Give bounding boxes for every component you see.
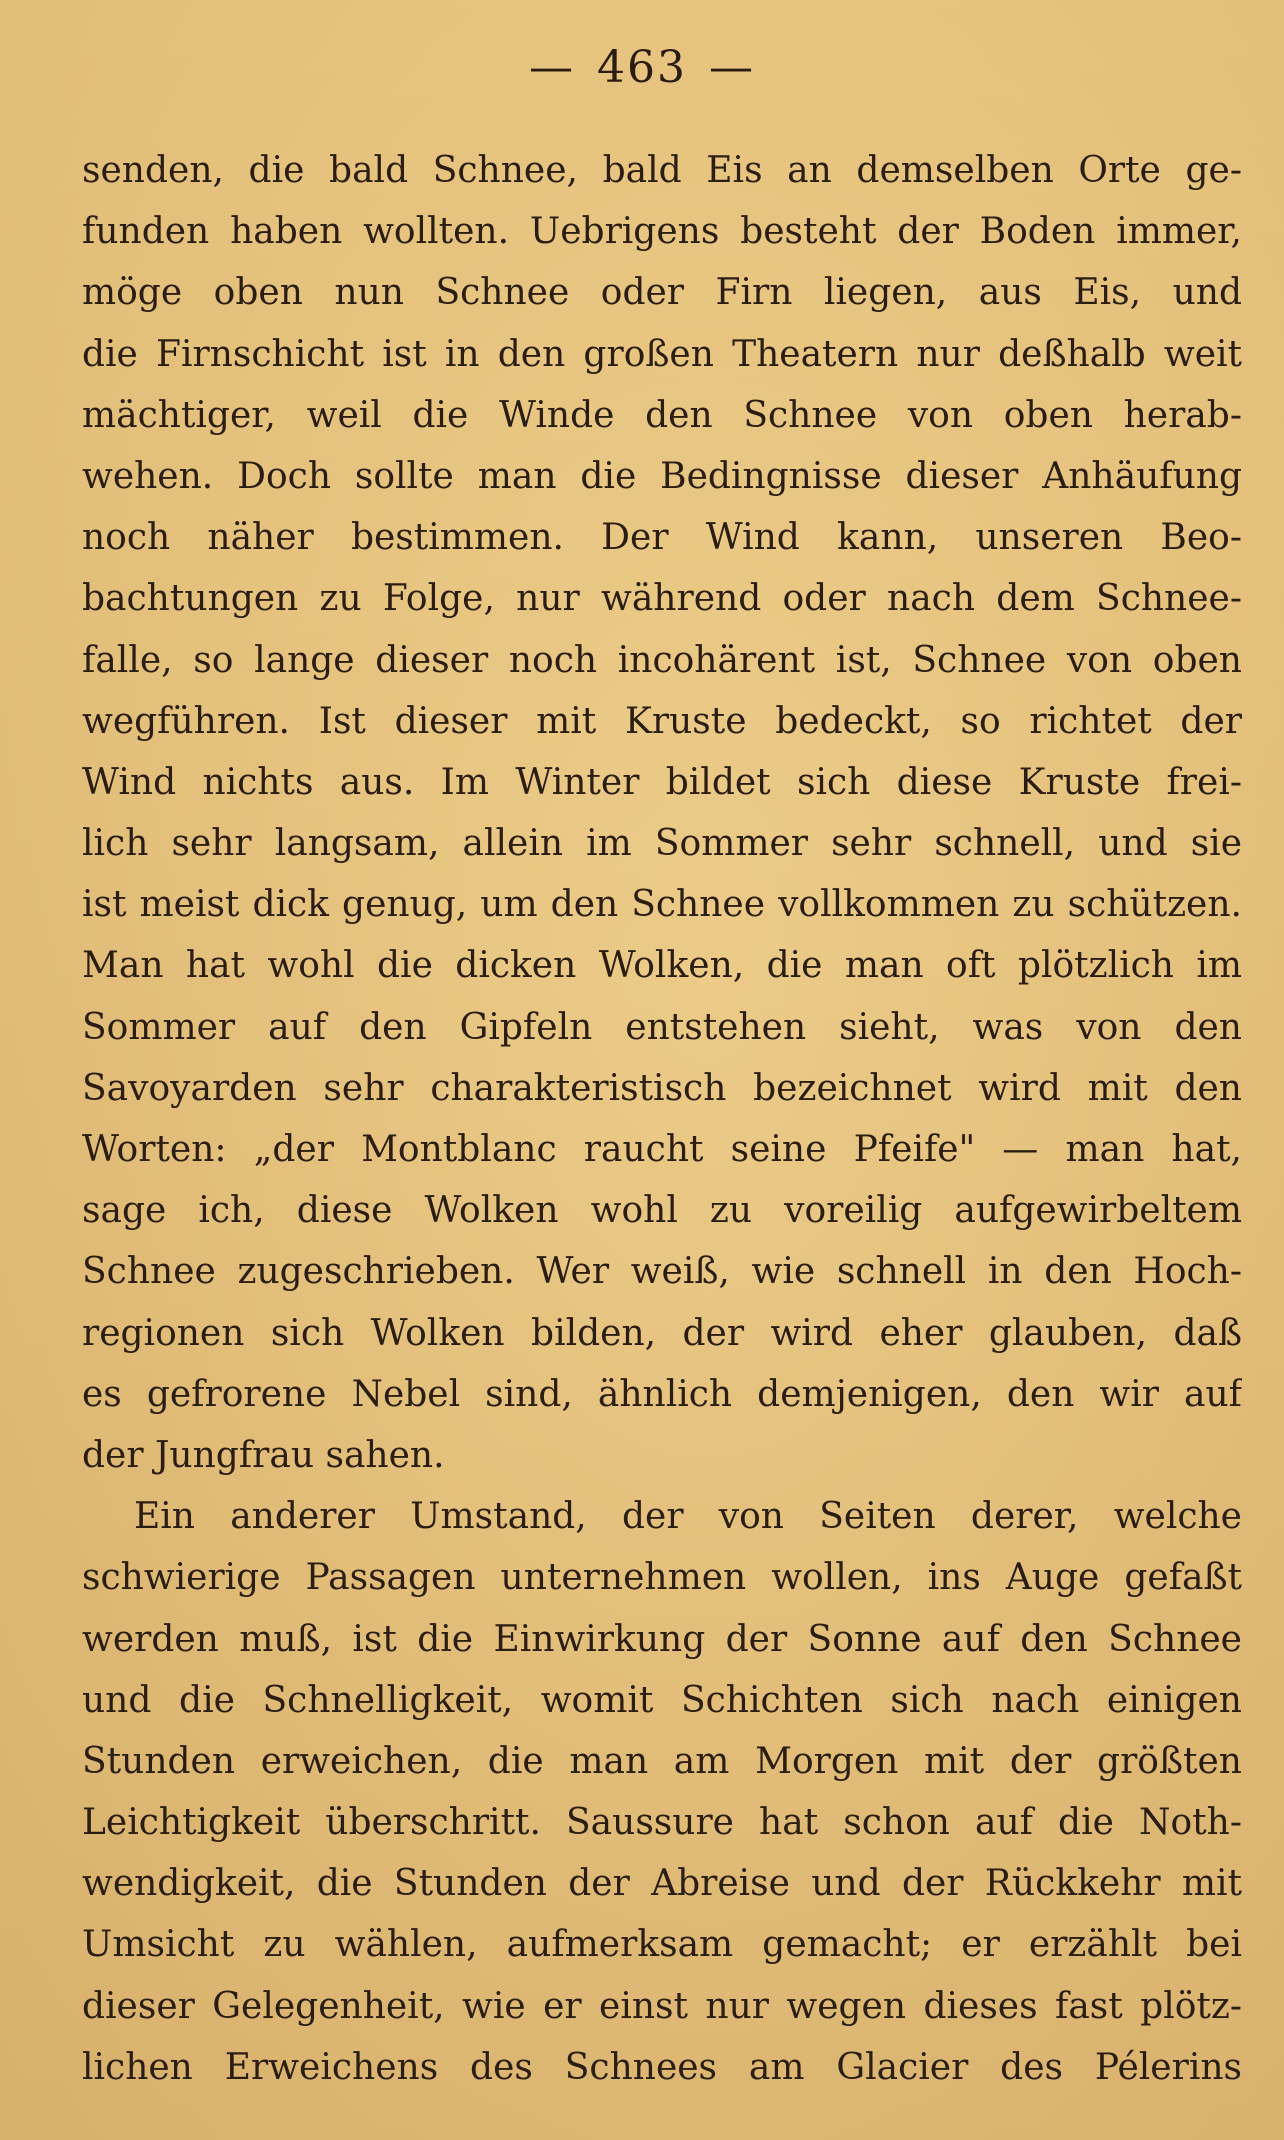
text-line: Leichtigkeit überschritt. Saussure hat schon auf die Noth- [82,1802,1242,1844]
header-dash-left: — [529,42,575,93]
page-header [0,42,1284,93]
page-number: 463 [597,42,687,93]
text-line: es gefrorene Nebel sind, ähnlich demjenigen, den wir auf [82,1373,1242,1415]
text-line: wegführen. Ist dieser mit Kruste bedeckt, so richtet der [82,700,1242,742]
text-line: bachtungen zu Folge, nur während oder nach dem Schnee- [82,578,1242,620]
text-line: Man hat wohl die dicken Wolken, die man oft plötzlich im [82,945,1242,987]
text-line: die Firnschicht ist in den großen Theatern nur deßhalb weit [82,333,1242,375]
text-line: Umsicht zu wählen, aufmerksam gemacht; er erzählt bei [82,1924,1242,1966]
text-line: ist meist dick genug, um den Schnee vollkommen zu schützen. [82,884,1242,926]
text-line: und die Schnelligkeit, womit Schichten sich nach einigen [82,1679,1242,1721]
text-line: falle, so lange dieser noch incohärent ist, Schnee von oben [82,639,1242,681]
text-line-paragraph-start: Ein anderer Umstand, der von Seiten derer, welche [134,1496,1242,1538]
text-line: schwierige Passagen unternehmen wollen, ins Auge gefaßt [82,1557,1242,1599]
text-line: wendigkeit, die Stunden der Abreise und der Rückkehr mit [82,1863,1242,1905]
text-line: mächtiger, weil die Winde den Schnee von oben herab- [82,394,1242,436]
text-line: Wind nichts aus. Im Winter bildet sich diese Kruste frei- [82,761,1242,803]
text-line: Schnee zugeschrieben. Wer weiß, wie schnell in den Hoch- [82,1251,1242,1293]
text-line: wehen. Doch sollte man die Bedingnisse dieser Anhäufung [82,455,1242,497]
text-line: regionen sich Wolken bilden, der wird eher glauben, daß [82,1312,1242,1354]
text-line: senden, die bald Schnee, bald Eis an demselben Orte ge- [82,150,1242,191]
text-line: dieser Gelegenheit, wie er einst nur wegen dieses fast plötz- [82,1985,1242,2027]
header-dash-right: — [708,42,755,93]
text-line: lichen Erweichens des Schnees am Glacier des Pélerins [82,2046,1242,2088]
text-line: Worten: „der Montblanc raucht seine Pfeife" — man hat, [82,1129,1242,1170]
text-line: Savoyarden sehr charakteristisch bezeichnet wird mit den [82,1067,1242,1109]
text-line: Sommer auf den Gipfeln entstehen sieht, was von den [82,1006,1242,1048]
body-text [82,140,1242,2098]
text-line: lich sehr langsam, allein im Sommer sehr schnell, und sie [82,823,1242,865]
text-line: möge oben nun Schnee oder Firn liegen, aus Eis, und [82,272,1242,314]
text-line: noch näher bestimmen. Der Wind kann, unseren Beo- [82,517,1242,559]
text-line: werden muß, ist die Einwirkung der Sonne auf den Schnee [82,1618,1242,1660]
text-line: funden haben wollten. Uebrigens besteht der Boden immer, [82,211,1242,253]
text-line-paragraph-end: der Jungfrau sahen. [82,1434,445,1476]
text-line: Stunden erweichen, die man am Morgen mit der größten [82,1740,1242,1782]
text-line: sage ich, diese Wolken wohl zu voreilig aufgewirbeltem [82,1190,1242,1232]
